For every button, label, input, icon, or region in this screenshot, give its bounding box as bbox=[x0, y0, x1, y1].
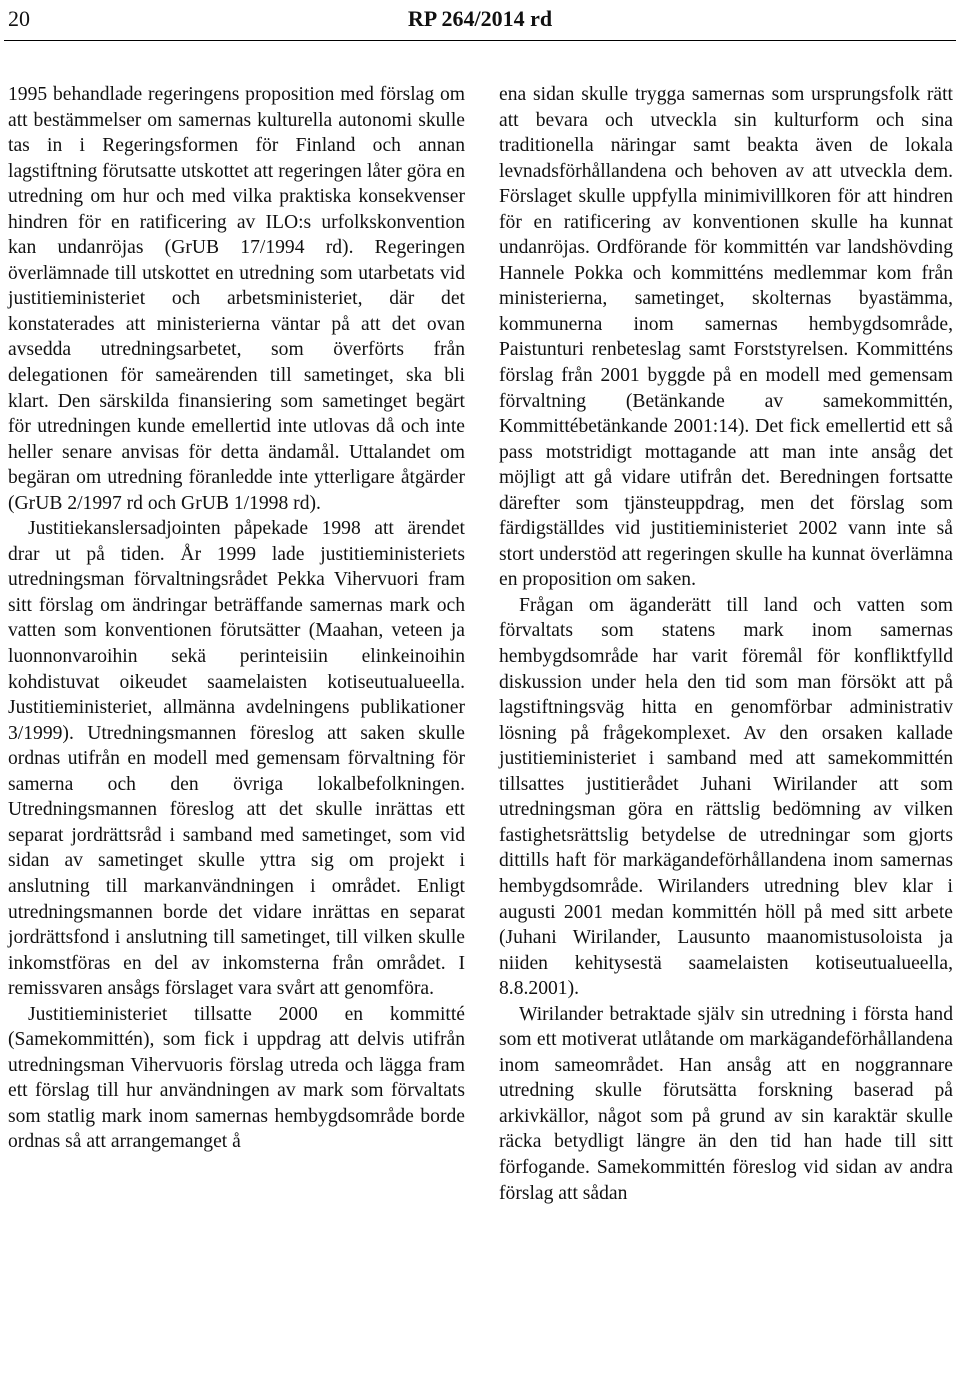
page-header bbox=[0, 0, 960, 40]
paragraph: Justitiekanslersadjointen påpekade 1998 att ärendet drar ut på tiden. År 1999 lade justitieministeriets utredningsman förvaltningsrådet Pekka Vihervuori fram sitt förslag om ändringar beträffande samernas mark och vatten som konventionen förutsätter (Maahan, veteen ja luonnonvaroihin sekä perinteisiin elinkeinoihin kohdistuvat oikeudet saamelaisten kotiseutualueella. Justitieministeriet, allmänna avdelningens publikationer 3/1999). Utredningsmannen föreslog att saken skulle ordnas utifrån en modell med gemensam förvaltning för samerna och den övriga lokalbefolkningen. Utredningsmannen föreslog att det skulle inrättas ett separat jordrättsråd i samband med sametinget, som vid sidan av sametinget skulle yttra sig om projekt i anslutning till markanvändningen i området. Enligt utredningsmannen borde det vidare inrättas en separat jordrättsfond i anslutning till sametinget, till vilken skulle inkomstföras en del av inkomsterna från området. I remissvaren ansågs förslaget vara svårt att genomföra. bbox=[8, 518, 465, 1000]
page-number: 20 bbox=[8, 6, 30, 31]
paragraph: 1995 behandlade regeringens proposition med förslag om att bestämmelser om samernas kulturella autonomi skulle tas in i Regeringsformen för Finland och annan lagstiftning förutsatte utskottet att regeringen låter göra en utredning om hur och med vilka praktiska konsekvenser hindren för en ratificering av ILO:s urfolkskonvention kan undanröjas (GrUB 17/1994 rd). Regeringen överlämnade till utskottet en utredning som utarbetats vid justitieministeriet och arbetsministeriet, där det konstaterades att ministerierna väntar på att det ovan avsedda utredningsarbetet, som överförts från delegationen för sameärenden till sametinget, ska bli klart. Den särskilda finansiering som sametinget begärt för utredningen kunde emellertid inte utlovas då och inte heller senare anvisas för detta ändamål. Uttalandet om begäran om utredning föranledde inte ytterligare åtgärder (GrUB 2/1997 rd och GrUB 1/1998 rd). bbox=[8, 84, 465, 514]
left-column bbox=[8, 82, 465, 1155]
paragraph: Wirilander betraktade själv sin utredning i första hand som ett motiverat utlåtande om markägandeförhållandena inom sameområdet. Han ansåg att en noggrannare utredning skulle förutsätta forskning baserad på arkivkällor, något som på grund av sin karaktär skulle räcka betydligt längre än den tid han hade till sitt förfogande. Samekommittén föreslog vid sidan av andra förslag att sådan bbox=[499, 1003, 953, 1204]
paragraph: Justitieministeriet tillsatte 2000 en kommitté (Samekommittén), som fick i uppdrag att delvis utifrån utredningsman Vihervuoris förslag utreda och lägga fram ett förslag till hur användningen av mark som förvaltats som statlig mark inom samernas hembygdsområde borde ordnas så att arrangemanget å bbox=[8, 1003, 465, 1153]
right-column bbox=[499, 82, 953, 1206]
paragraph: ena sidan skulle trygga samernas som ursprungsfolk rätt att bevara och utveckla sin kulturform och sina traditionella näringar samt beakta även de lokala levnadsförhållandena och behoven av att utveckla dem. Förslaget skulle uppfylla minimivillkoren för att hindren för en ratificering av konventionen skulle ha kunnat undanröjas. Ordförande för kommittén var landshövding Hannele Pokka och kommitténs medlemmar kom från ministerierna, sametinget, skolternas byastämma, kommunerna inom samernas hembygdsområde, Paistunturi renbeteslag samt Forststyrelsen. Kommitténs förslag från 2001 byggde på en modell med gemensam förvaltning (Betänkande av samekommittén, Kommittébetänkande 2001:14). Det fick emellertid ett så pass motstridigt mottagande att man inte ansåg det möjligt att gå vidare utifrån det. Beredningen fortsatte därefter som tjänsteuppdrag, men det förslag som färdigställdes vid justitieministeriet 2002 vann inte så stort understöd att regeringen skulle ha kunnat överlämna en proposition om saken. bbox=[499, 84, 953, 591]
paragraph: Frågan om äganderätt till land och vatten som förvaltats som statens mark inom samernas hembygdsområde har varit föremål för konfliktfylld diskussion under hela den tid som man försökt att på lagstiftningsväg hitta en genomförbar administrativ lösning på frågekomplexet. Av den orsaken kallade justitieministeriet i samband med att samekommittén tillsattes justitierådet Juhani Wirilander att som utredningsman göra en rättslig bedömning av vilken fastighetsrättslig betydelse de utredningar som gjorts dittills haft för markägandeförhållandena inom samernas hembygdsområde. Wirilanders utredning blev klar i augusti 2001 medan kommittén höll på med sitt arbete (Juhani Wirilander, Lausunto maanomistusoloista ja niiden kehitysestä saamelaisten kotiseutualueella, 8.8.2001). bbox=[499, 594, 953, 1000]
document-reference: RP 264/2014 rd bbox=[407, 6, 553, 31]
header-rule bbox=[4, 40, 956, 41]
